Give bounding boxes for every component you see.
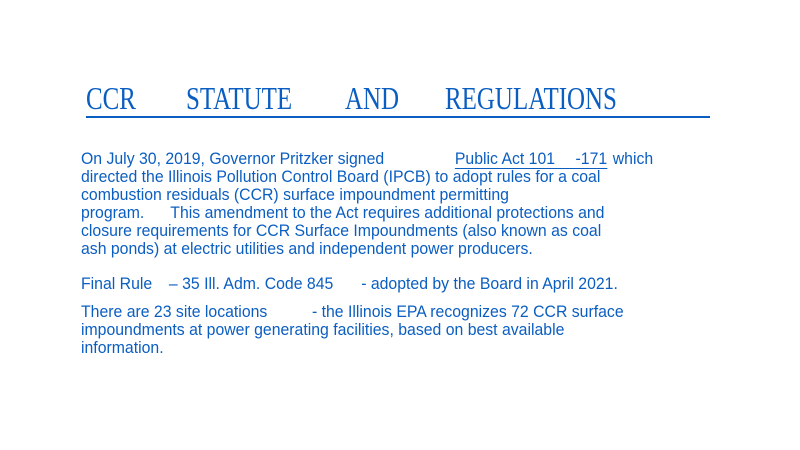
title-word-regulations: REGULATIONS [445, 80, 617, 116]
epa-recognition-text: - the Illinois EPA recognizes 72 CCR surface [311, 302, 624, 321]
public-act-link[interactable] [455, 149, 607, 169]
paragraph-line: impoundments at power generating facilities, based on best available [81, 320, 565, 339]
paragraph-line: directed the Illinois Pollution Control Board (IPCB) to adopt rules for a coal [81, 167, 601, 186]
public-act-link-number: Public Act 101 [454, 149, 556, 168]
title-word-ccr: CCR [86, 80, 136, 116]
paragraph-line [81, 303, 624, 321]
program-text: program. [81, 203, 145, 222]
paragraph-line: ash ponds) at electric utilities and independent power producers. [81, 239, 533, 258]
paragraph-line [81, 275, 618, 293]
paragraph-line: combustion residuals (CCR) surface impoundment permitting [81, 185, 509, 204]
page-title [86, 80, 710, 118]
intro-text: On July 30, 2019, Governor Pritzker signed [81, 149, 385, 168]
paragraph-line [81, 204, 604, 222]
public-act-link-suffix: -171 [575, 149, 608, 168]
which-text: which [612, 149, 654, 168]
title-word-and: AND [345, 80, 400, 116]
final-rule-label: Final Rule [81, 274, 153, 293]
code-reference: – 35 Ill. Adm. Code 845 [168, 274, 334, 293]
title-word-statute: STATUTE [186, 80, 293, 116]
paragraph-line: information. [81, 338, 164, 357]
paragraph-line [81, 150, 653, 168]
paragraph-line: closure requirements for CCR Surface Impoundments (also known as coal [81, 221, 602, 240]
site-count-text: There are 23 site locations [81, 302, 268, 321]
adoption-text: - adopted by the Board in April 2021. [361, 274, 618, 293]
amendment-text: This amendment to the Act requires additional protections and [170, 203, 605, 222]
